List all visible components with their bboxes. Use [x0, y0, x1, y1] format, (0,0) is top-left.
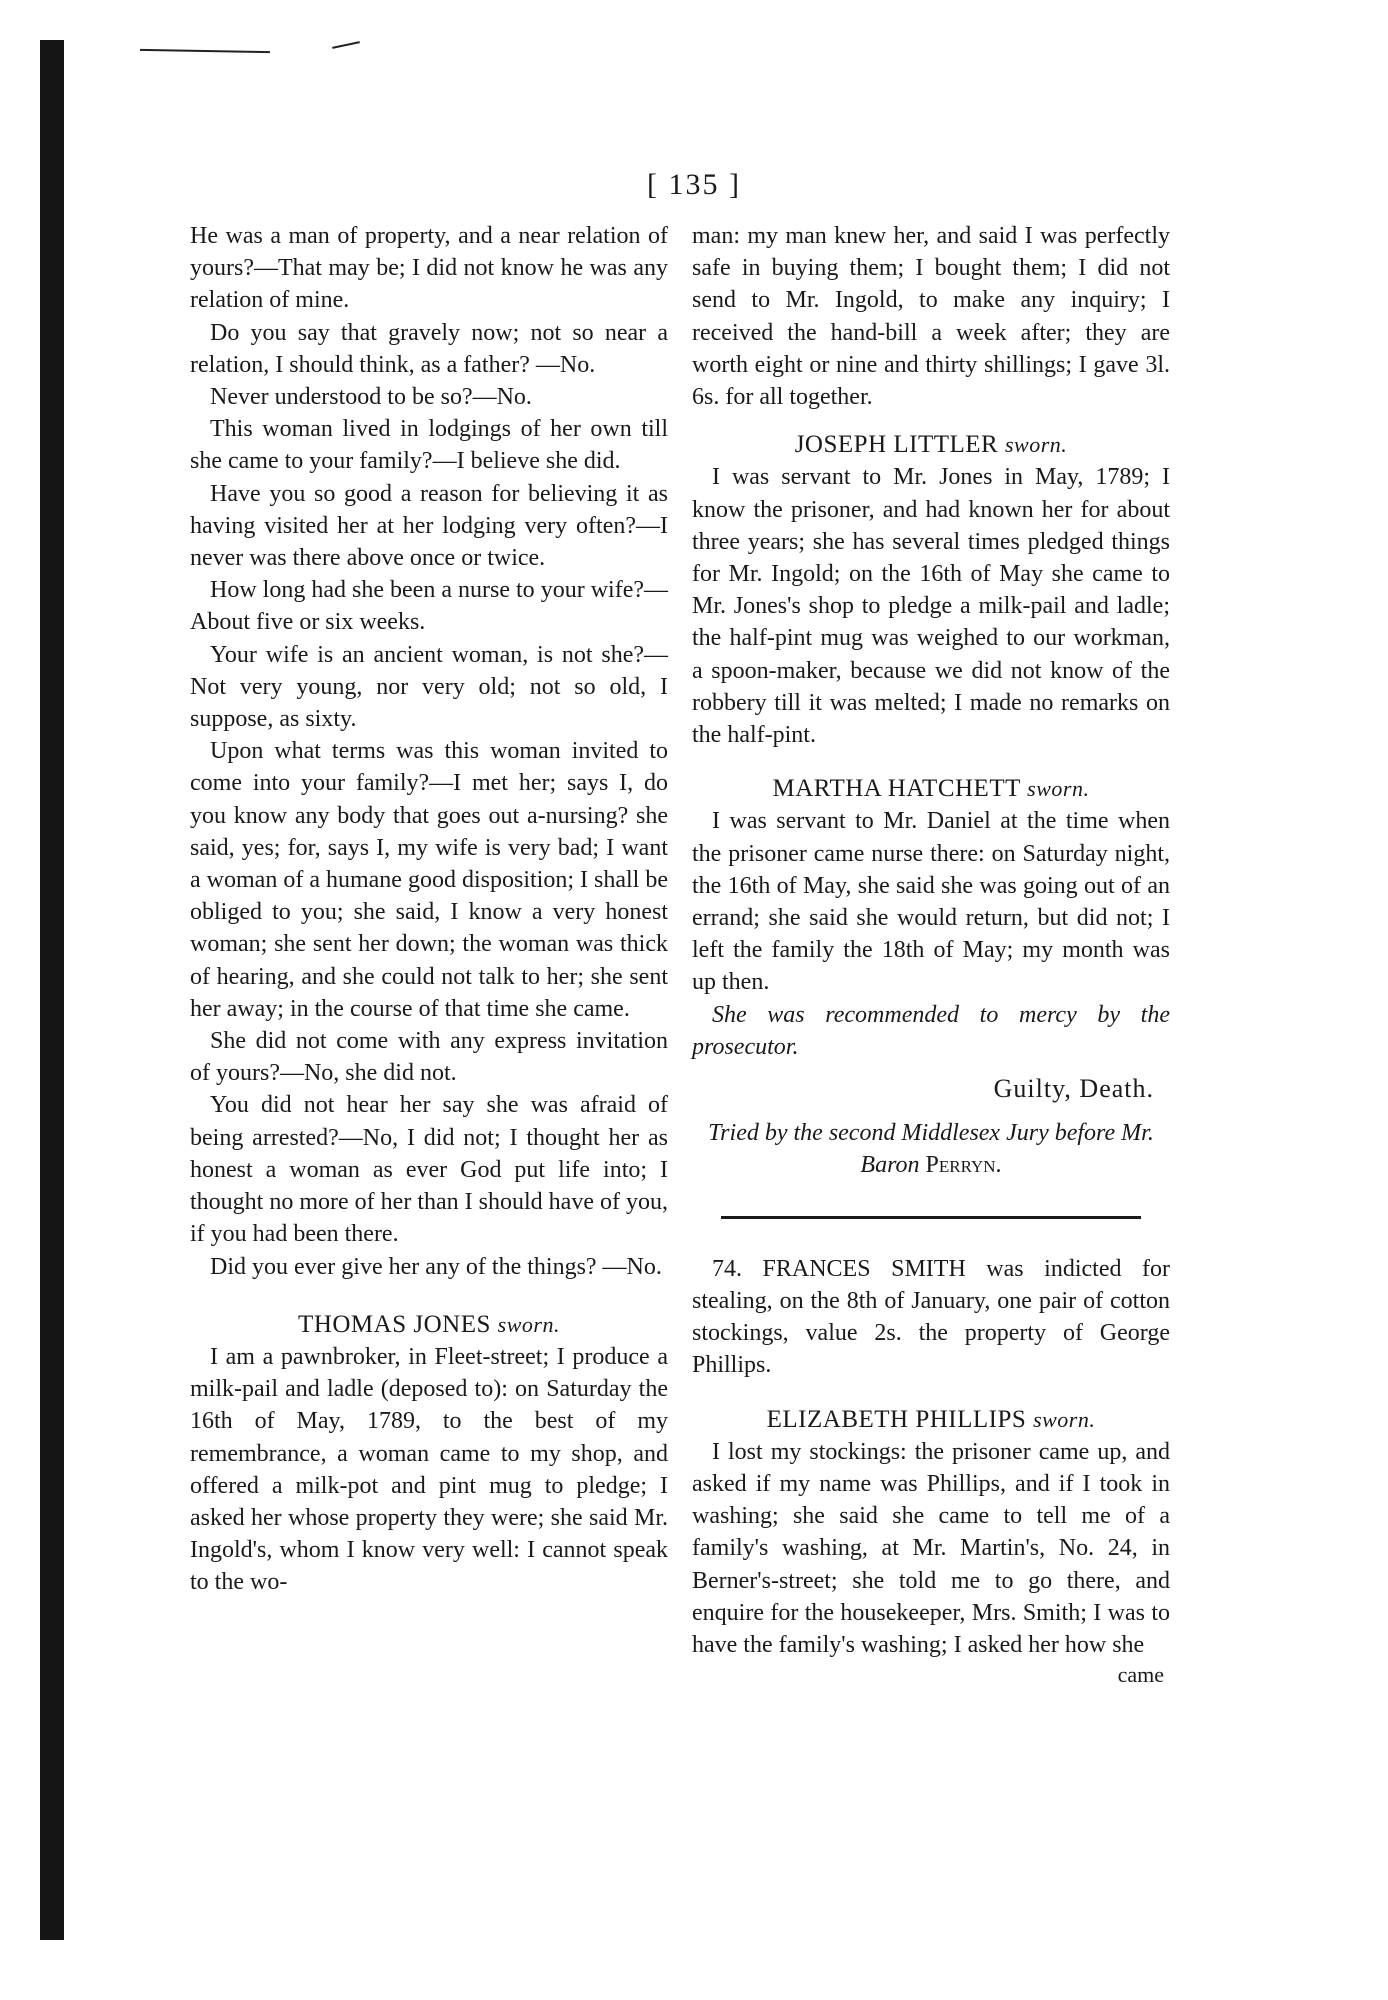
witness-heading: [692, 429, 1170, 461]
paragraph: She did not come with any express invitation of yours?—No, she did not.: [190, 1028, 668, 1087]
sworn-label: sworn.: [1027, 776, 1090, 802]
paragraph: Your wife is an ancient woman, is not she?—Not very young, nor very old; not so old, I suppose, as sixty.: [190, 641, 668, 733]
paragraph: man: my man knew her, and said I was perfectly safe in buying them; I bought them; I did not send to Mr. Ingold, to make any inquiry; I received the hand-bill a week after; they are worth eight or nine and thirty shillings; I gave 3l. 6s. for all together.: [692, 223, 1170, 411]
paragraph: He was a man of property, and a near relation of yours?—That may be; I did not know he was any relation of mine.: [190, 223, 668, 314]
mercy-note: She was recommended to mercy by the prosecutor.: [692, 1001, 1170, 1060]
witness-heading: [692, 1404, 1170, 1436]
left-column: [190, 220, 668, 1599]
section-divider: [721, 1216, 1141, 1219]
testimony: I lost my stockings: the prisoner came up, and asked if my name was Phillips, and if I took in washing; she said she came to tell me of a family's washing, at Mr. Martin's, No. 24, in Berner's-street; she told me to go there, and enquire for the housekeeper, Mrs. Smith; I was to have the family's washing; I asked her how she: [692, 1438, 1170, 1658]
page-number: [ 135 ]: [647, 168, 741, 201]
witness-name: MARTHA HATCHETT: [772, 775, 1021, 803]
testimony: I was servant to Mr. Daniel at the time when the prisoner came nurse there: on Saturday night, the 16th of May, she said she was going out of an errand; she said she would return, but did not; I left the family the 18th of May; my month was up then.: [692, 808, 1170, 996]
paragraph: Have you so good a reason for believing it as having visited her at her lodging very often?—I never was there above once or twice.: [190, 480, 668, 572]
testimony: I was servant to Mr. Jones in May, 1789; I know the prisoner, and had known her for about three years; she has several times pledged things for Mr. Ingold; on the 16th of May she came to Mr. Jones's shop to pledge a milk-pail and ladle; the half-pint mug was weighed to our workman, a spoon-maker, because we did not know of the robbery till it was melted; I made no remarks on the half-pint.: [692, 464, 1170, 749]
right-column: [692, 220, 1170, 1689]
catchword: came: [1117, 1662, 1164, 1688]
testimony: I am a pawnbroker, in Fleet-street; I produce a milk-pail and ladle (deposed to): on Saturday the 16th of May, 1789, to the best of my remembrance, a woman came to my shop, and offered a milk-pot and pint mug to pledge; I asked her whose property they were; she said Mr. Ingold's, whom I know very well: I cannot speak to the wo-: [190, 1343, 668, 1596]
paragraph: This woman lived in lodgings of her own till she came to your family?—I believe she did.: [190, 416, 668, 475]
case-indictment: 74. FRANCES SMITH was indicted for stealing, on the 8th of January, one pair of cotton stockings, value 2s. the property of George Phillips.: [692, 1255, 1170, 1379]
sworn-label: sworn.: [497, 1311, 560, 1337]
tried-line: [692, 1117, 1170, 1181]
paragraph: You did not hear her say she was afraid of being arrested?—No, I did not; I thought her as honest a woman as ever God put life into; I thought no more of her than I should have of you, if you had been there.: [190, 1092, 668, 1248]
scan-mark: [140, 49, 270, 53]
binding-edge: [40, 40, 64, 1940]
scan-mark: [332, 41, 360, 49]
judge-name: Perryn.: [925, 1152, 1002, 1179]
witness-name: ELIZABETH PHILLIPS: [766, 1405, 1027, 1433]
sworn-label: sworn.: [1004, 432, 1068, 458]
tried-text: Tried by the second Middlesex Jury before Mr. Baron: [708, 1120, 1154, 1179]
paragraph: Do you say that gravely now; not so near a relation, I should think, as a father? —No.: [190, 319, 668, 378]
witness-heading: [190, 1309, 668, 1341]
paragraph: Never understood to be so?—No.: [210, 384, 532, 411]
paragraph: Did you ever give her any of the things? —No.: [210, 1253, 662, 1280]
paragraph: How long had she been a nurse to your wife?—About five or six weeks.: [190, 577, 668, 636]
paragraph: Upon what terms was this woman invited to come into your family?—I met her; says I, do you know any body that goes out a-nursing? she said, yes; for, says I, my wife is very bad; I want a woman of a humane good disposition; I shall be obliged to you; she said, I know a very honest woman; she sent her down; the woman was thick of hearing, and she could not talk to her; she sent her away; in the course of that time she came.: [190, 738, 668, 1022]
witness-heading: [692, 773, 1170, 805]
verdict: Guilty, Death.: [993, 1074, 1154, 1104]
witness-name: THOMAS JONES: [298, 1310, 491, 1338]
sworn-label: sworn.: [1033, 1406, 1096, 1432]
witness-name: JOSEPH LITTLER: [794, 431, 999, 459]
